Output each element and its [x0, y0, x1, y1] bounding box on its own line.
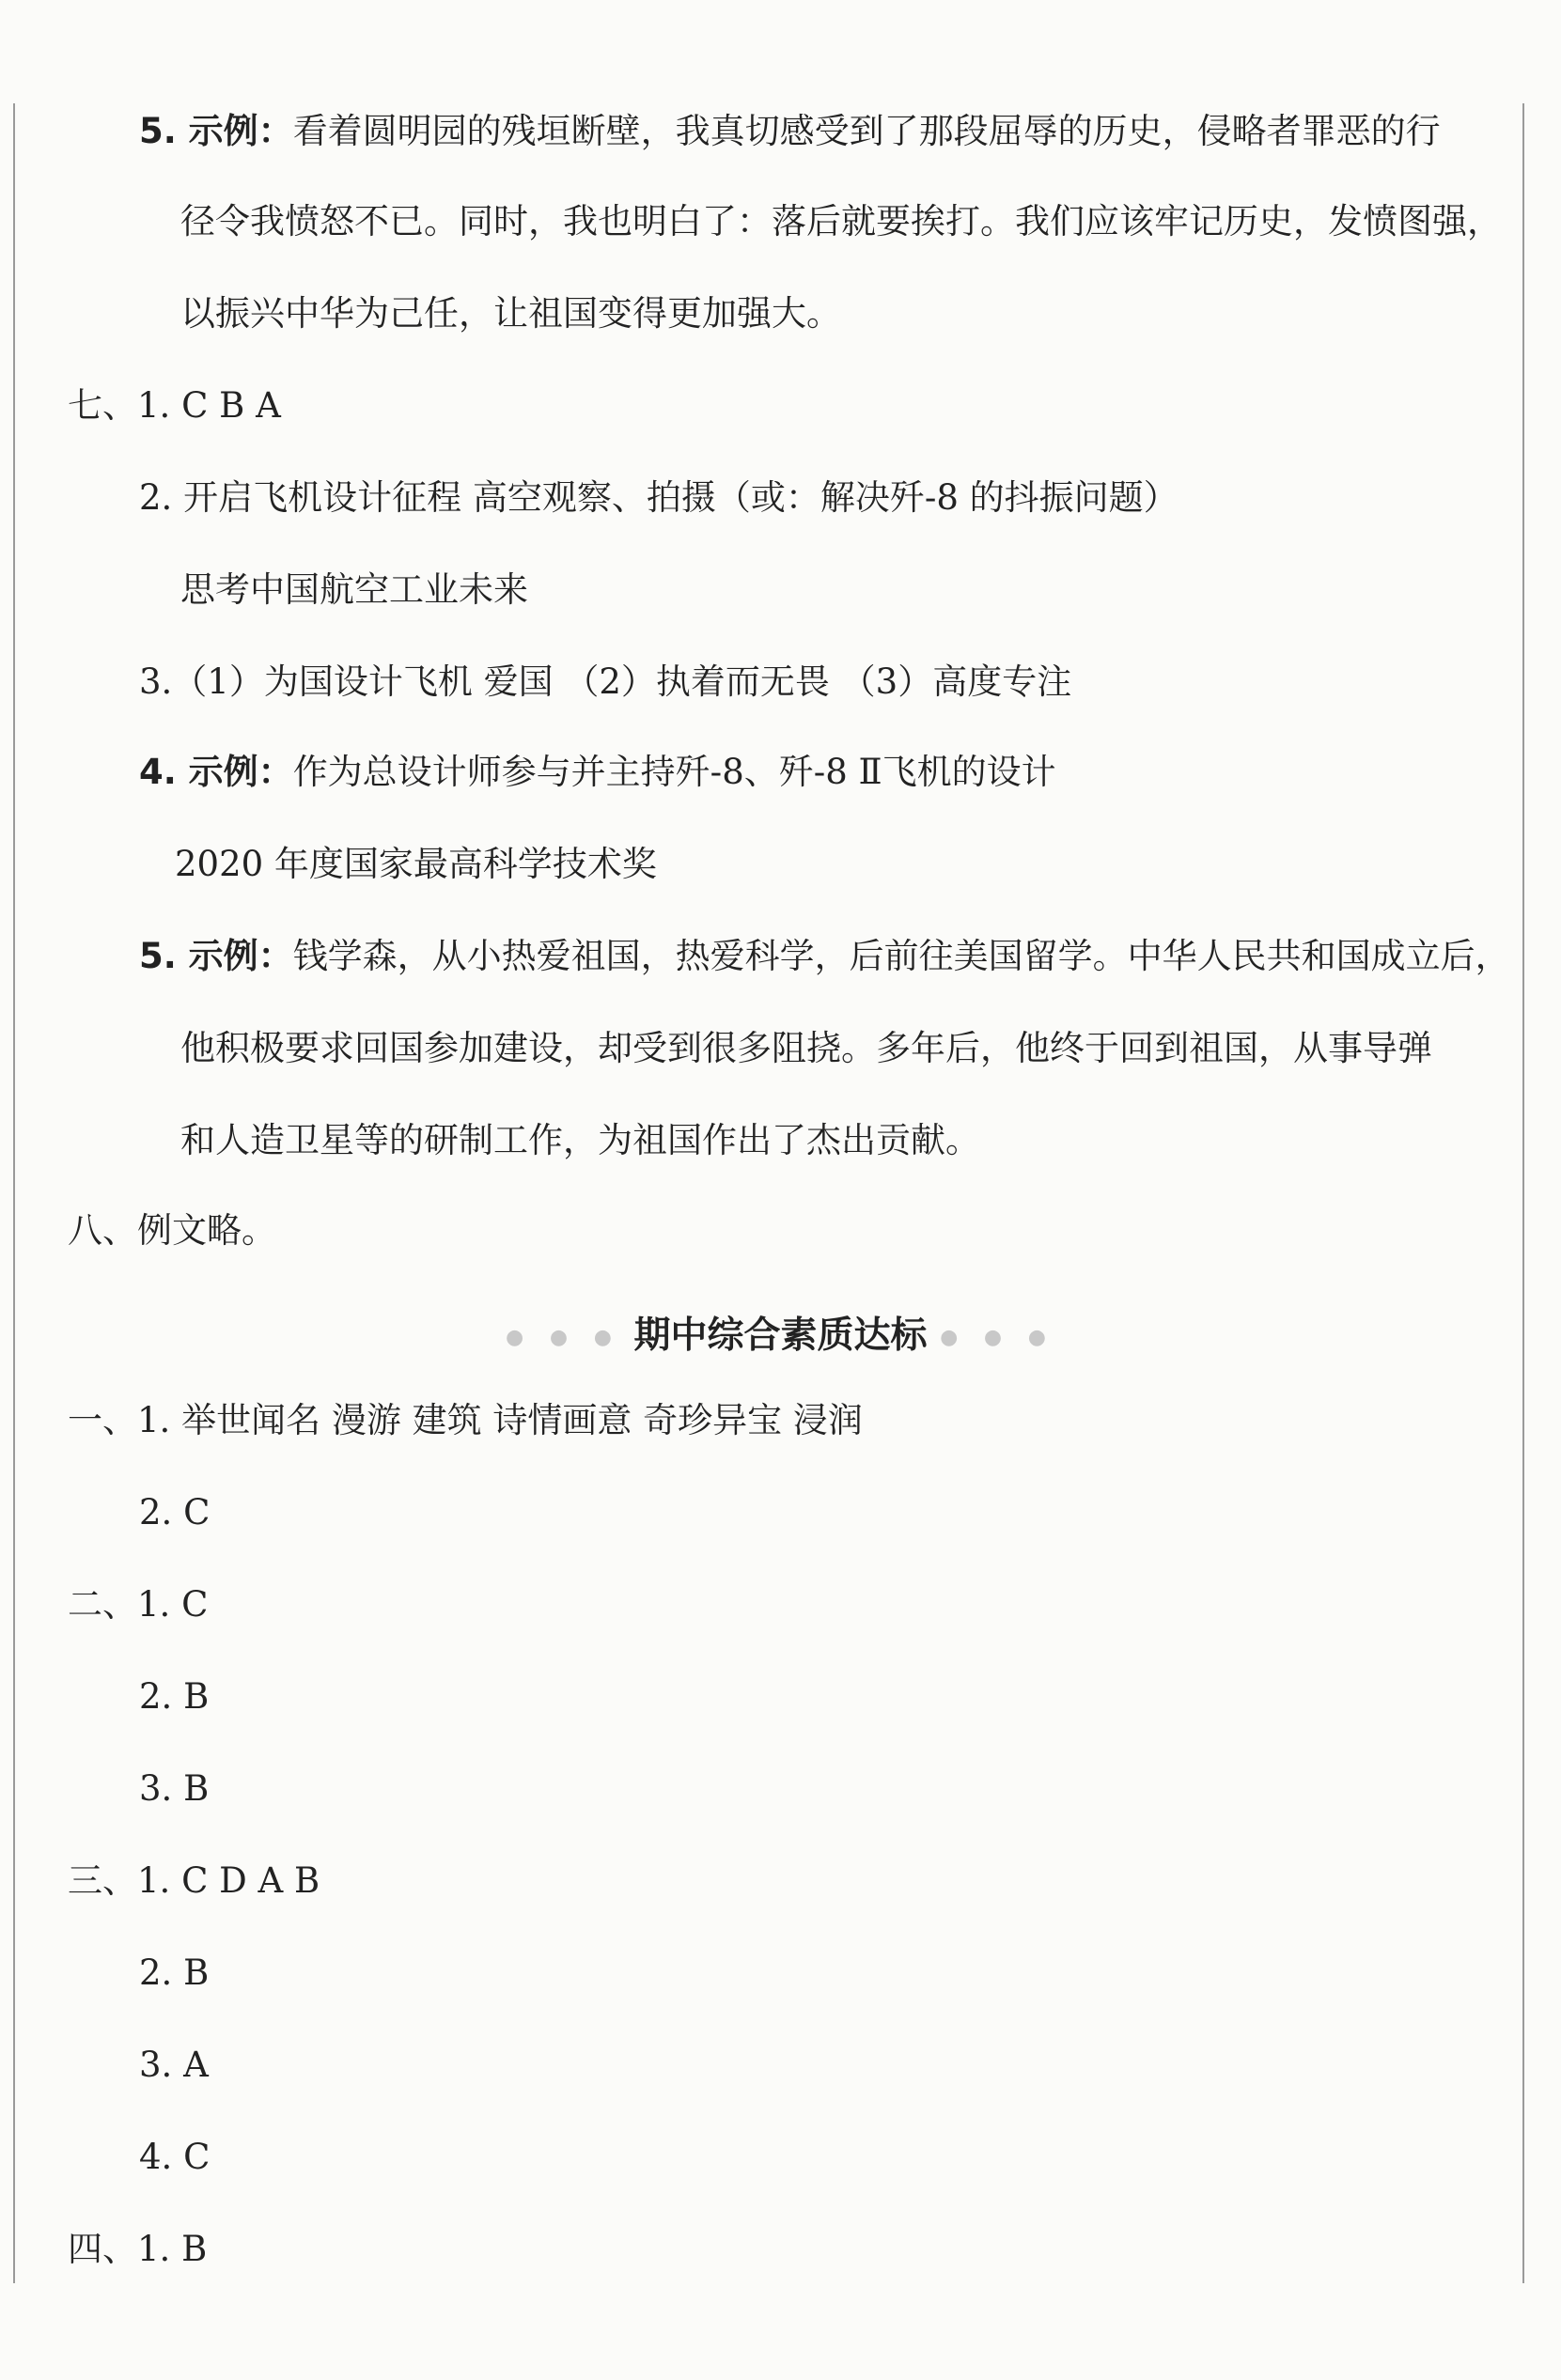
- title-dots-left: ● ● ●: [505, 1326, 621, 1349]
- answer-line: [139, 752, 1056, 793]
- section-title-midterm: [0, 1306, 1561, 1359]
- answer-text: 2020 年度国家最高科学技术奖: [175, 844, 657, 884]
- answer-line: [139, 1676, 209, 1718]
- answer-text: 3.（1）为国设计飞机 爱国 （2）执着而无畏 （3）高度专注: [139, 661, 1072, 702]
- answer-line: [180, 293, 841, 334]
- answer-line: [139, 1492, 210, 1533]
- answer-text: 看着圆明园的残垣断壁，我真切感受到了那段屈辱的历史，侵略者罪恶的行: [292, 111, 1441, 151]
- answer-text: 二、1. C: [68, 1584, 209, 1625]
- answer-text: 2. 开启飞机设计征程 高空观察、拍摄（或：解决歼-8 的抖振问题）: [139, 477, 1179, 518]
- answer-text: 径令我愤怒不已。同时，我也明白了：落后就要挨打。我们应该牢记历史，发愤图强，: [180, 201, 1502, 241]
- answer-text: 2. B: [139, 1676, 210, 1717]
- answer-line: [68, 1210, 276, 1252]
- answer-text: 以振兴中华为己任，让祖国变得更加强大。: [180, 293, 841, 334]
- answer-text: 八、例文略。: [68, 1210, 276, 1251]
- answer-line: [180, 1120, 980, 1161]
- answer-text: 七、1. C B A: [68, 385, 281, 426]
- answer-text: 3. A: [139, 2045, 209, 2085]
- answer-text: 思考中国航空工业未来: [180, 569, 528, 610]
- answer-line: [68, 1400, 863, 1441]
- answer-line: [139, 936, 1510, 977]
- answer-text: 2. C: [139, 1492, 211, 1532]
- answer-text: 一、1. 举世闻名 漫游 建筑 诗情画意 奇珍异宝 浸润: [68, 1400, 863, 1440]
- answer-line: [139, 1952, 209, 1994]
- answer-text: 三、1. C D A B: [68, 1860, 320, 1901]
- answer-line: [68, 1860, 320, 1902]
- answer-line: [68, 385, 281, 427]
- answer-line: [139, 2137, 210, 2178]
- answer-line: [180, 1028, 1432, 1069]
- answer-text: 3. B: [139, 1768, 210, 1809]
- answer-text: 钱学森，从小热爱祖国，热爱科学，后前往美国留学。中华人民共和国成立后，: [292, 936, 1510, 976]
- page-margin-rule-left: [13, 103, 15, 2283]
- page-margin-rule-right: [1522, 103, 1524, 2283]
- answer-line: [139, 661, 1071, 703]
- answer-text: 四、1. B: [68, 2229, 208, 2269]
- answer-line: [139, 1768, 209, 1810]
- answer-text: 4. C: [139, 2137, 211, 2177]
- answer-line: [68, 1584, 208, 1626]
- answer-line: [175, 844, 657, 885]
- answer-line: [180, 201, 1502, 242]
- answer-line: [139, 2045, 209, 2086]
- example-label: 5. 示例：: [139, 111, 293, 151]
- answer-text: 作为总设计师参与并主持歼-8、歼-8 Ⅱ飞机的设计: [292, 752, 1056, 792]
- example-label: 4. 示例：: [139, 752, 293, 792]
- answer-line: [68, 2229, 207, 2270]
- answer-text: 他积极要求回国参加建设，却受到很多阻挠。多年后，他终于回到祖国，从事导弹: [180, 1028, 1432, 1068]
- title-dots-right: ● ● ●: [940, 1326, 1055, 1349]
- answer-text: 2. B: [139, 1952, 210, 1993]
- section-title-text: 期中综合素质达标: [633, 1314, 928, 1357]
- answer-line: [139, 477, 1179, 519]
- answer-text: 和人造卫星等的研制工作，为祖国作出了杰出贡献。: [180, 1120, 980, 1160]
- example-label: 5. 示例：: [139, 936, 293, 976]
- answer-line: [139, 111, 1441, 152]
- answer-line: [180, 569, 528, 611]
